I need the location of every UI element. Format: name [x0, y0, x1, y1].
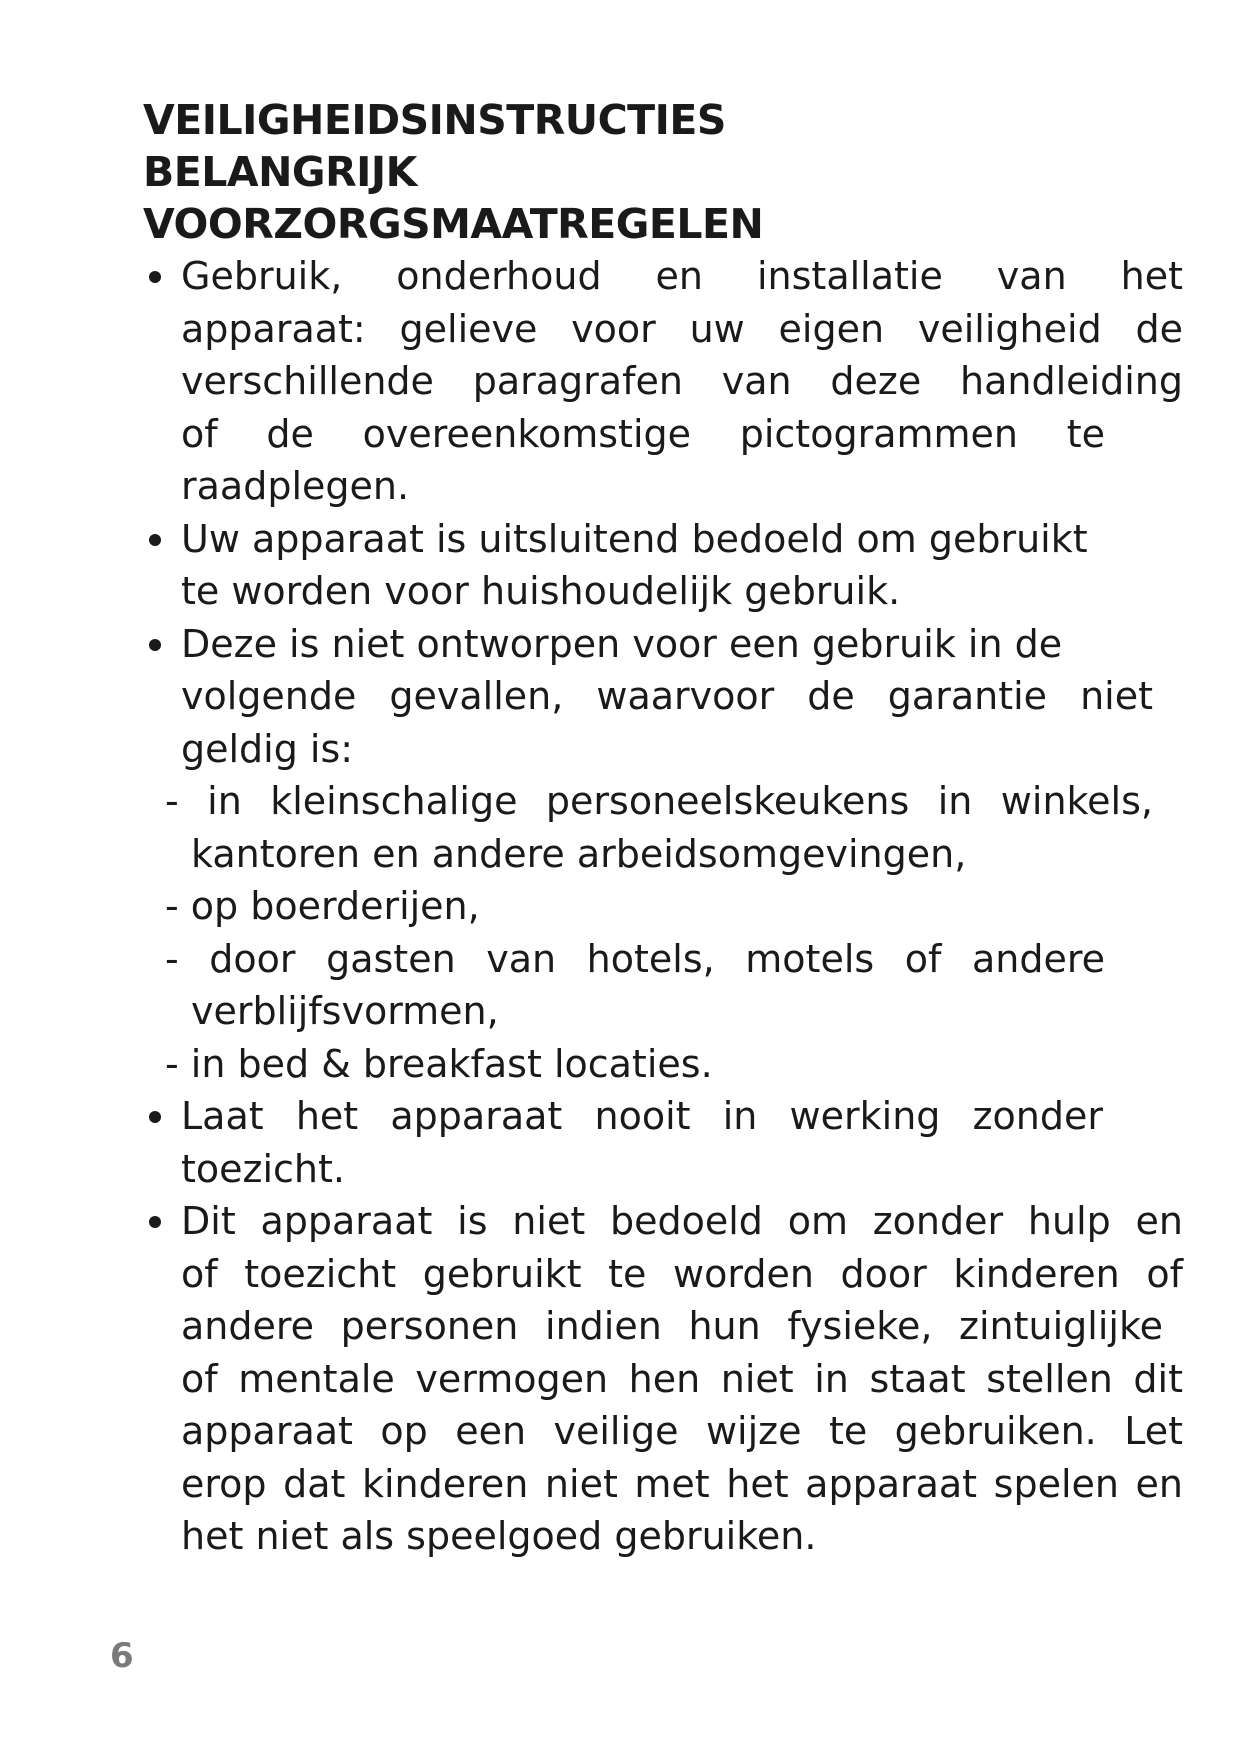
bullet-icon — [149, 639, 161, 651]
sub-list-item-text: - in kleinschalige personeelskeukens in winkels, — [165, 779, 1153, 823]
list-item-text: Gebruik, onderhoud en installatie van het — [181, 254, 1183, 298]
list-item-text: Deze is niet ontworpen voor een gebruik in de — [181, 621, 1063, 666]
heading-line-precautions: VOORZORGSMAATREGELEN — [143, 200, 764, 248]
list-item-text: apparaat: gelieve voor uw eigen veiligheid de — [181, 306, 1183, 351]
list-item-text: Uw apparaat is uitsluitend bedoeld om gebruikt — [181, 516, 1088, 561]
sub-list-item-text: - op boerderijen, — [165, 884, 480, 928]
list-item-text: erop dat kinderen niet met het apparaat spelen en — [181, 1461, 1183, 1506]
list-item-text: verschillende paragrafen van deze handleiding — [181, 359, 1183, 403]
list-item — [143, 250, 1183, 513]
list-item-text: te worden voor huishoudelijk gebruik. — [181, 569, 901, 613]
list-item-text: of mentale vermogen hen niet in staat stellen dit — [181, 1356, 1183, 1401]
list-item-text: Laat het apparaat nooit in werking zonder — [181, 1094, 1103, 1138]
safety-list — [143, 250, 1183, 1563]
sub-list-item-text: - door gasten van hotels, motels of andere — [165, 936, 1105, 981]
list-item-text: andere personen indien hun fysieke, zintuiglijke — [181, 1304, 1163, 1348]
sub-list-item-text: kantoren en andere arbeidsomgevingen, — [191, 831, 967, 876]
list-item-text: Dit apparaat is niet bedoeld om zonder hulp en — [181, 1199, 1183, 1243]
list-item — [143, 1090, 1183, 1195]
bullet-icon — [149, 534, 161, 546]
list-item — [143, 1195, 1183, 1563]
sub-list-item-text: verblijfsvormen, — [191, 989, 499, 1033]
heading-line-safety-instructions: VEILIGHEIDSINSTRUCTIES — [143, 96, 726, 144]
page-number: 6 — [110, 1636, 134, 1676]
list-item-text: geldig is: — [181, 726, 354, 771]
bullet-icon — [149, 1111, 161, 1123]
section-heading — [143, 94, 1143, 250]
list-item-text: of de overeenkomstige pictogrammen te — [181, 411, 1105, 456]
list-item-text: het niet als speelgoed gebruiken. — [181, 1514, 817, 1558]
list-item — [143, 513, 1183, 618]
list-item-text: volgende gevallen, waarvoor de garantie niet — [181, 674, 1153, 718]
list-item-text: toezicht. — [181, 1146, 345, 1191]
list-item-text: of toezicht gebruikt te worden door kinderen of — [181, 1251, 1183, 1296]
list-item-text: apparaat op een veilige wijze te gebruiken. Let — [181, 1409, 1183, 1453]
list-item — [143, 618, 1183, 1091]
heading-line-important: BELANGRIJK — [143, 148, 417, 196]
list-item-text: raadplegen. — [181, 464, 410, 508]
sub-list-item-text: - in bed & breakfast locaties. — [165, 1041, 713, 1086]
bullet-icon — [149, 1216, 161, 1228]
bullet-icon — [149, 271, 161, 283]
